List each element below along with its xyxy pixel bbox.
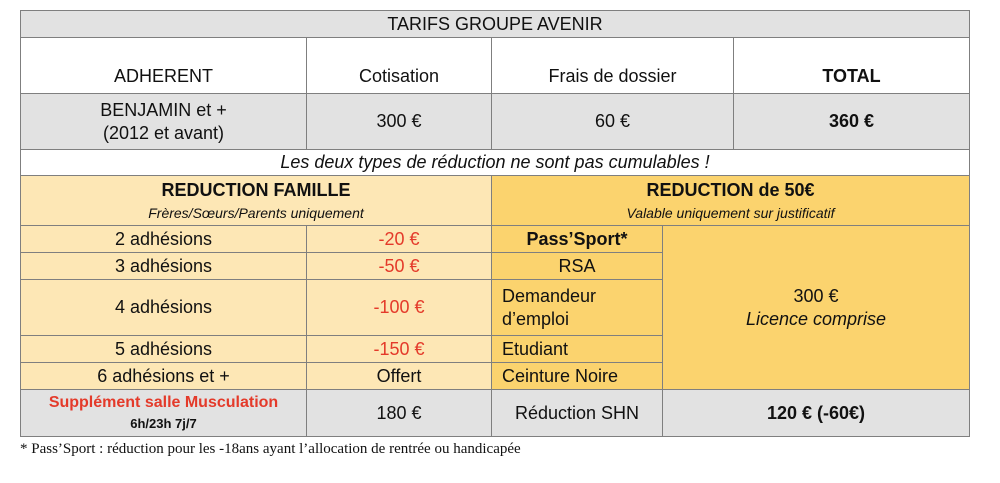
- benjamin-total: 360 €: [733, 93, 970, 150]
- musculation-label: Supplément salle Musculation: [48, 394, 279, 412]
- famille-row-label: 4 adhésions: [20, 279, 307, 336]
- famille-row-value: -20 €: [306, 225, 492, 253]
- benjamin-frais: 60 €: [491, 93, 734, 150]
- famille-row-label: 6 adhésions et +: [20, 362, 307, 390]
- benjamin-label-line2: (2012 et avant): [102, 122, 225, 143]
- reduction-50-item: Etudiant: [491, 335, 663, 363]
- reduction-50-subtitle: Valable uniquement sur justificatif: [626, 205, 835, 221]
- reduction-50-item: Ceinture Noire: [491, 362, 663, 390]
- tarifs-table: [20, 10, 970, 437]
- famille-row-label: 5 adhésions: [20, 335, 307, 363]
- reduction-50-item: Demandeur d’emploi: [491, 279, 663, 336]
- reduction-famille-subtitle: Frères/Sœurs/Parents uniquement: [148, 205, 364, 221]
- pass-sport-footnote: * Pass’Sport : réduction pour les -18ans ayant l’allocation de rentrée ou handicapée: [20, 441, 521, 457]
- shn-label: Réduction SHN: [491, 389, 663, 437]
- musculation-price: 180 €: [306, 389, 492, 437]
- famille-row-label: 3 adhésions: [20, 252, 307, 280]
- famille-row-value: -150 €: [306, 335, 492, 363]
- reduction-50-title: REDUCTION de 50€: [646, 179, 815, 200]
- famille-row-value: -100 €: [306, 279, 492, 336]
- reduction-50-item: RSA: [491, 252, 663, 280]
- header-frais: Frais de dossier: [491, 37, 734, 94]
- musculation-hours: 6h/23h 7j/7: [130, 416, 197, 432]
- reduction-50-amount-note: Licence comprise: [745, 308, 887, 329]
- header-cotisation: Cotisation: [306, 37, 492, 94]
- benjamin-cotisation: 300 €: [306, 93, 492, 150]
- header-adherent: ADHERENT: [20, 37, 307, 94]
- reduction-50-amount: 300 €: [793, 286, 839, 306]
- non-cumulable-note: Les deux types de réduction ne sont pas cumulables !: [20, 149, 970, 176]
- table-title: TARIFS GROUPE AVENIR: [20, 10, 970, 38]
- reduction-50-item: Pass’Sport*: [491, 225, 663, 253]
- shn-price: 120 € (-60€): [662, 389, 970, 437]
- reduction-famille-header: [20, 175, 492, 226]
- famille-row-value: -50 €: [306, 252, 492, 280]
- reduction-famille-title: REDUCTION FAMILLE: [161, 179, 351, 200]
- header-total: TOTAL: [733, 37, 970, 94]
- reduction-50-amount-cell: [662, 225, 970, 390]
- musculation-label-cell: [20, 389, 307, 437]
- benjamin-label: [20, 93, 307, 150]
- famille-row-label: 2 adhésions: [20, 225, 307, 253]
- reduction-50-header: [491, 175, 970, 226]
- benjamin-label-line1: BENJAMIN et +: [100, 100, 227, 120]
- famille-row-value: Offert: [306, 362, 492, 390]
